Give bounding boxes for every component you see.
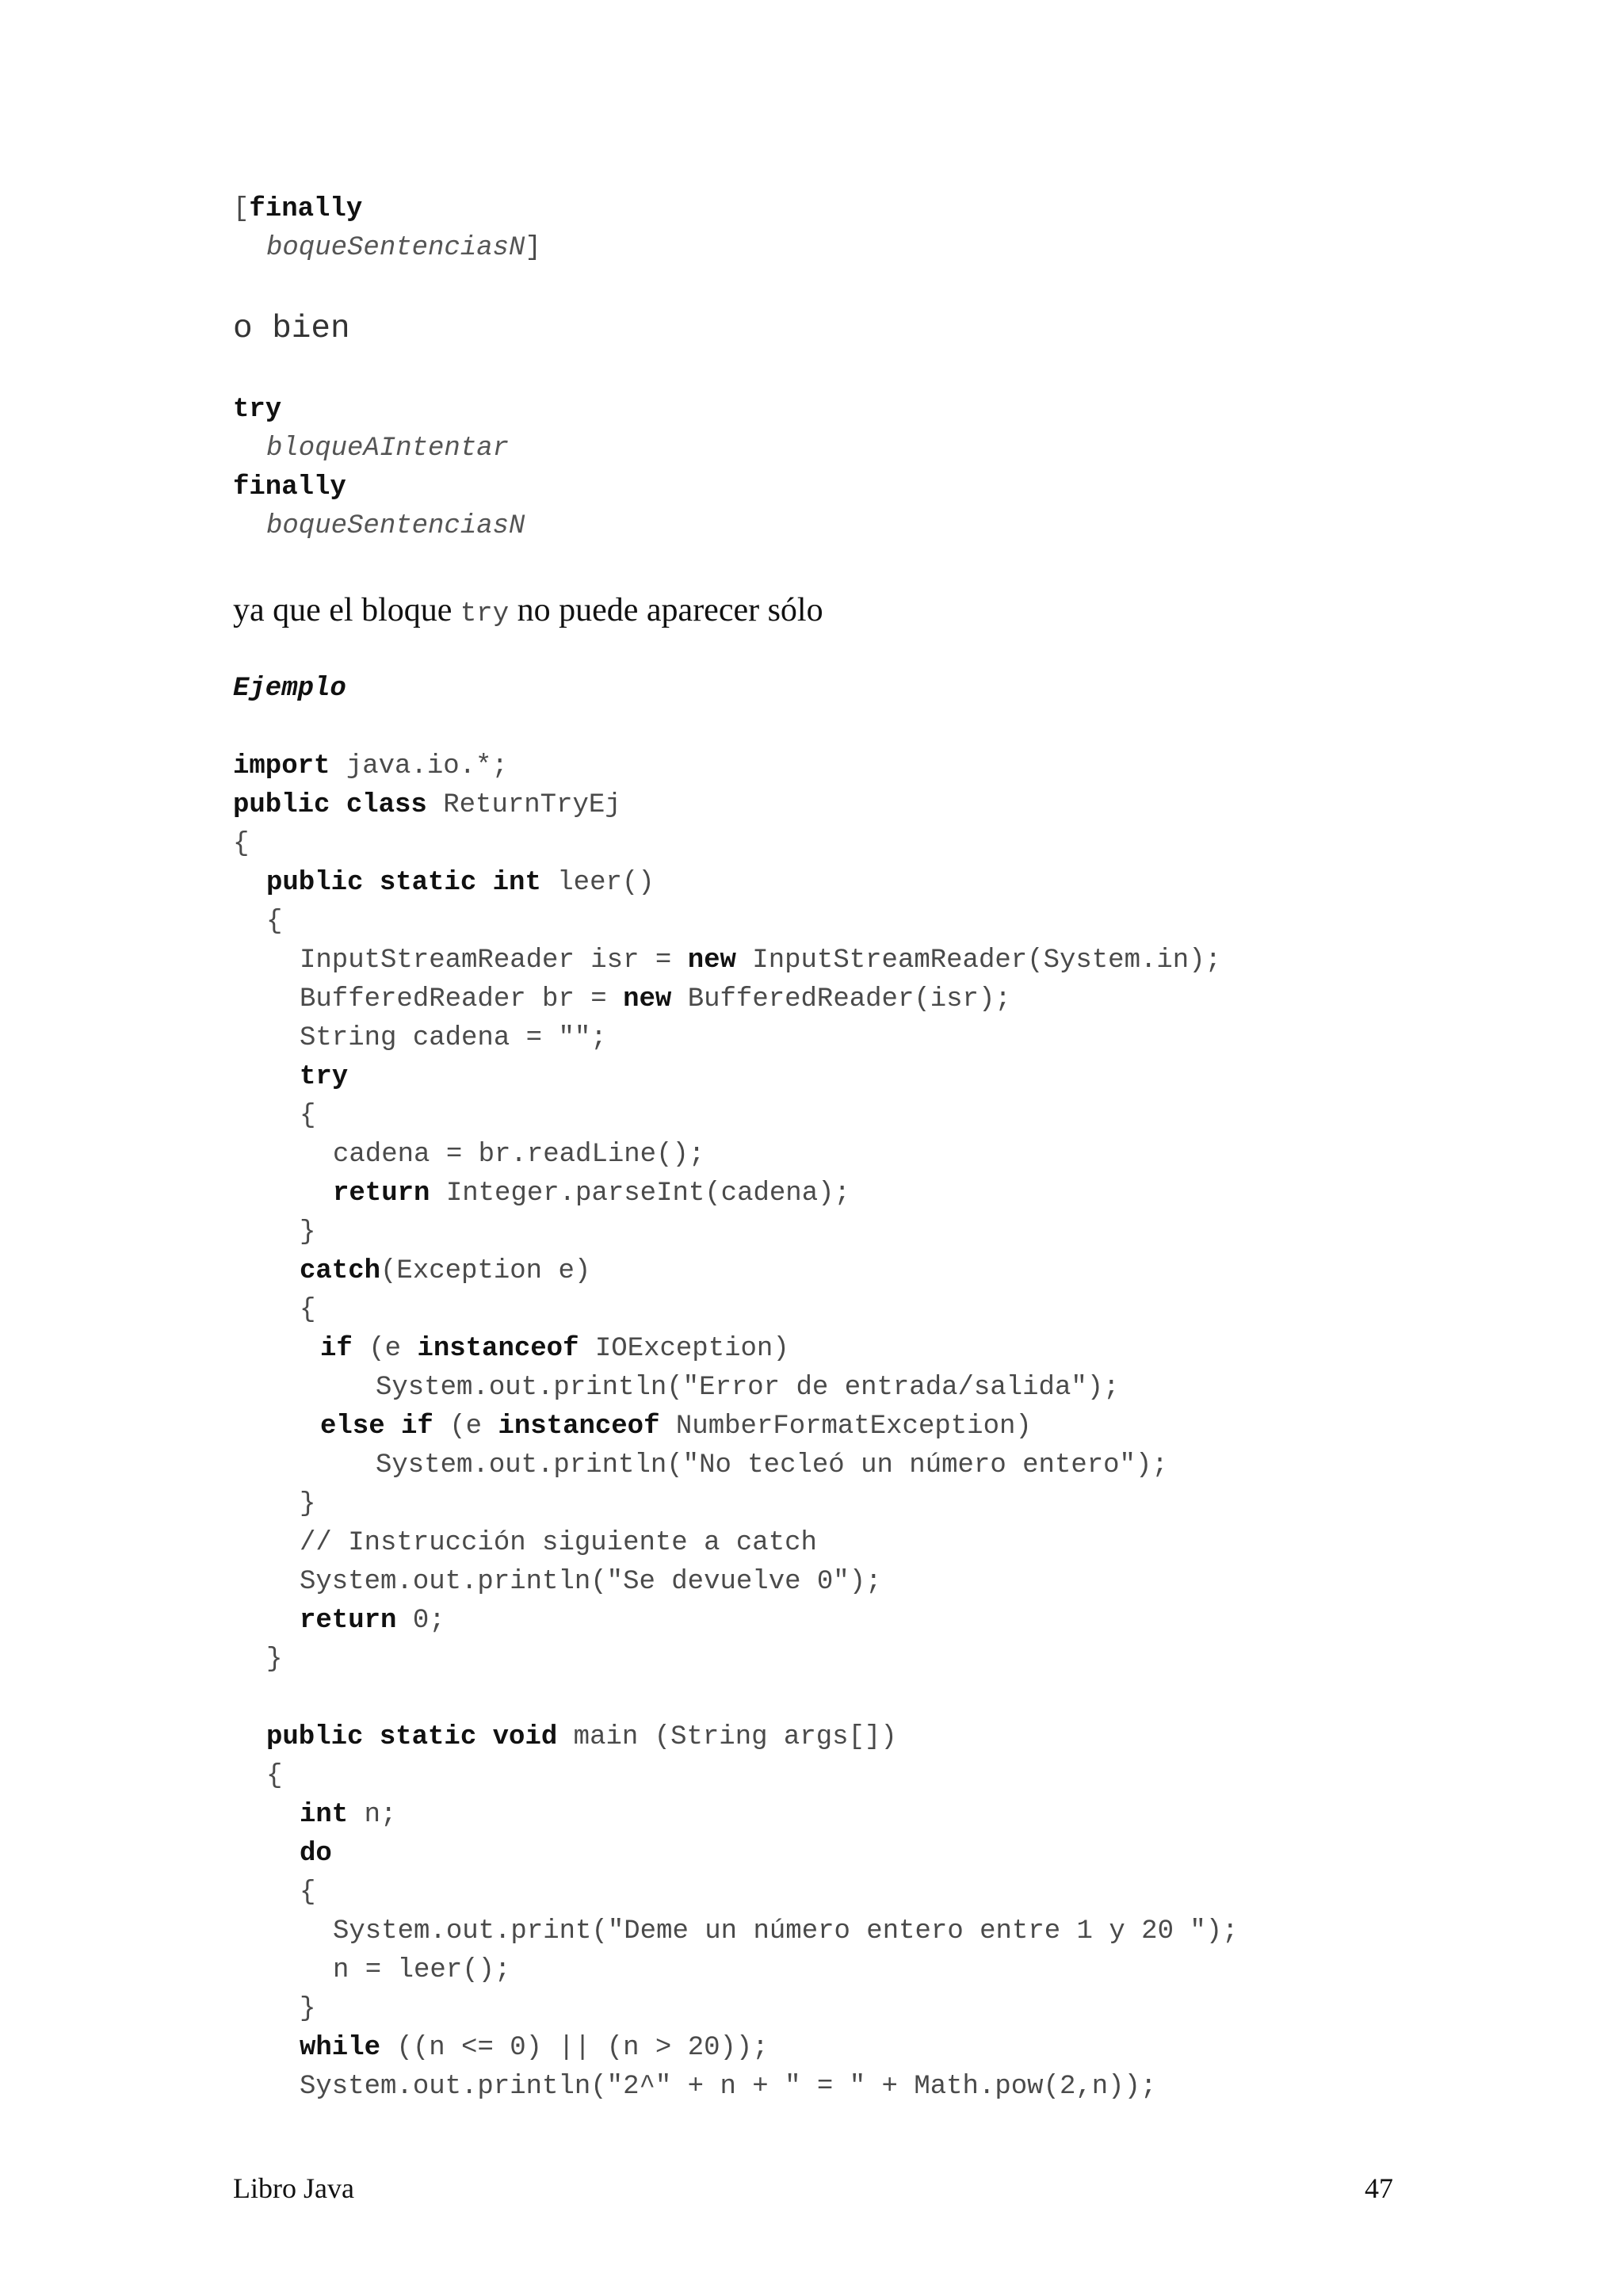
code-line: n = leer(); [333, 1955, 511, 1985]
code-line: { [300, 1878, 316, 1908]
code-line: System.out.println("Se devuelve 0"); [300, 1567, 882, 1597]
code-line: } [300, 1489, 316, 1519]
footer-page-number: 47 [1365, 2172, 1393, 2204]
code-line: { [266, 1761, 283, 1791]
code-line: try [300, 1062, 349, 1092]
code-line: import java.io.*; [233, 751, 508, 781]
example-heading: Ejemplo [233, 674, 346, 704]
code-line: else if (e instanceof NumberFormatException) [320, 1412, 1032, 1442]
code-line: System.out.println("Error de entrada/salida"); [376, 1373, 1120, 1403]
prose-text-after: no puede aparecer sólo [509, 592, 823, 628]
inline-code-try: try [460, 599, 510, 629]
code-line: BufferedReader br = new BufferedReader(isr); [300, 984, 1011, 1014]
code-line: catch(Exception e) [300, 1256, 591, 1286]
code-line: return 0; [300, 1606, 445, 1636]
code-line: int n; [300, 1800, 397, 1830]
syntax-try-body: bloqueAIntentar [266, 434, 510, 464]
syntax-finally-keyword: finally [233, 472, 346, 502]
code-comment: // Instrucción siguiente a catch [300, 1528, 817, 1558]
syntax-block-line [266, 232, 541, 264]
code-line: while ((n <= 0) || (n > 20)); [300, 2033, 769, 2063]
code-line: String cadena = ""; [300, 1023, 607, 1053]
bracket-open: [ [233, 194, 250, 224]
code-line: { [300, 1101, 316, 1131]
code-line: { [266, 907, 283, 937]
explanation-paragraph [233, 591, 823, 633]
code-line: { [300, 1295, 316, 1325]
code-line: } [300, 1217, 316, 1247]
code-line: InputStreamReader isr = new InputStreamReader(System.in); [300, 946, 1222, 976]
code-line: public static void main (String args[]) [266, 1722, 897, 1752]
syntax-finally-line [233, 193, 362, 225]
code-line: } [300, 1994, 316, 2024]
syntax-try-keyword: try [233, 395, 282, 425]
code-line: cadena = br.readLine(); [333, 1140, 705, 1170]
code-line: { [233, 829, 250, 859]
code-line: System.out.println("No tecleó un número entero"); [376, 1450, 1168, 1480]
syntax-finally-body: boqueSentenciasN [266, 511, 525, 541]
code-line: } [266, 1645, 283, 1675]
keyword-finally: finally [249, 194, 363, 224]
prose-text-before: ya que el bloque [233, 592, 460, 628]
footer-book-title: Libro Java [233, 2172, 354, 2204]
code-line: public static int leer() [266, 868, 655, 898]
code-line: System.out.print("Deme un número entero entre 1 y 20 "); [333, 1916, 1239, 1946]
code-line: do [300, 1839, 332, 1869]
placeholder-block-name: boqueSentenciasN [266, 233, 525, 263]
code-line: return Integer.parseInt(cadena); [333, 1179, 850, 1209]
code-line: public class ReturnTryEj [233, 790, 621, 820]
or-else-text: o bien [233, 311, 350, 347]
code-line: System.out.println("2^" + n + " = " + Math.pow(2,n)); [300, 2072, 1157, 2102]
bracket-close: ] [525, 233, 541, 263]
code-line: if (e instanceof IOException) [320, 1334, 789, 1364]
